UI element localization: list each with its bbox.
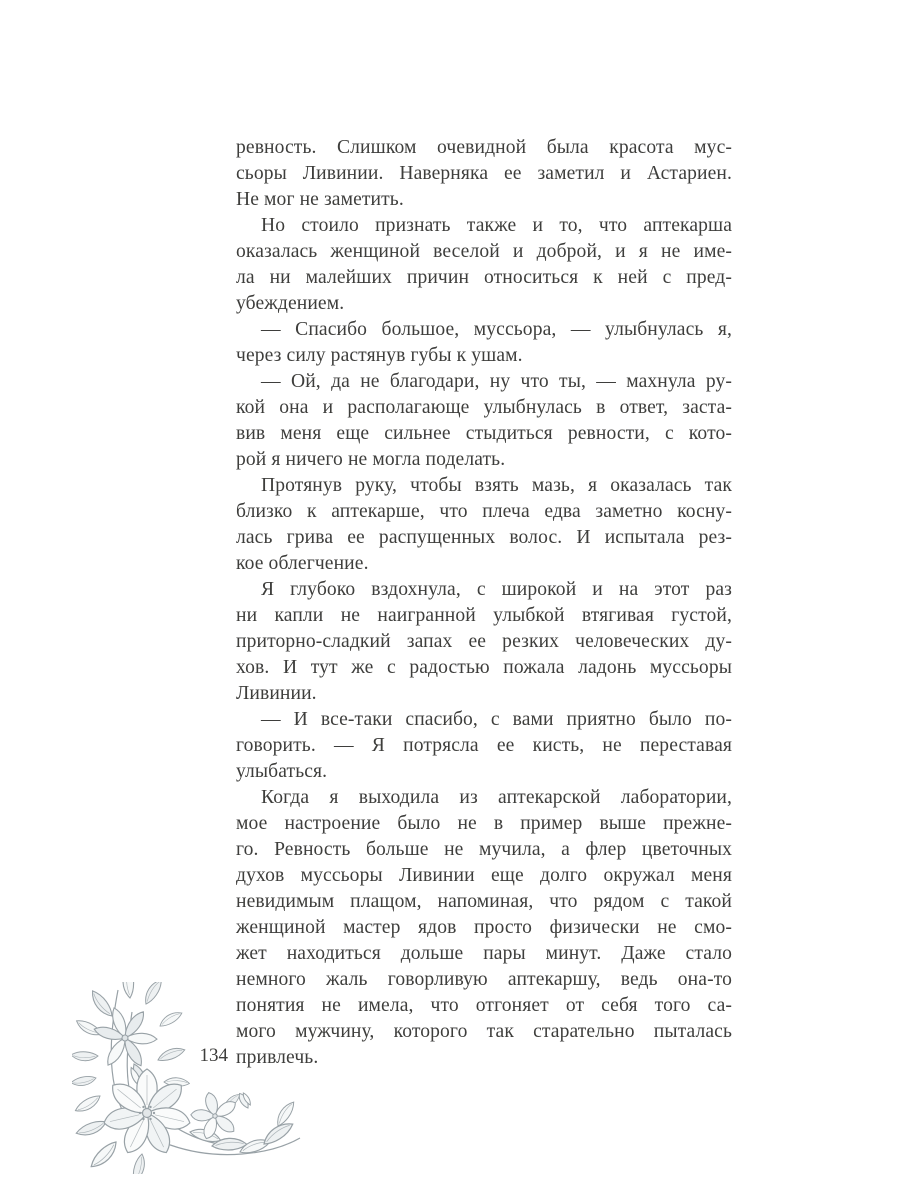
body-text: [236, 135, 732, 1071]
text-line: женщиной мастер ядов просто физически не смо-: [236, 917, 732, 938]
text-line: говорить. — Я потрясла ее кисть, не переставая: [236, 735, 732, 756]
flower-bud-right: [237, 1091, 253, 1110]
text-line: мого мужчину, которого так старательно пыталась: [236, 1021, 732, 1042]
text-line: Я глубоко вздохнула, с широкой и на этот раз: [261, 579, 732, 600]
text-line: ревность. Слишком очевидной была красота мус-: [236, 137, 732, 158]
text-line: немного жаль говорливую аптекаршу, ведь она-то: [236, 969, 732, 990]
text-line: жет находиться дольше пары минут. Даже стало: [236, 943, 732, 964]
page-number: 134: [199, 1045, 228, 1066]
text-line: — И все-таки спасибо, с вами приятно было по-: [261, 709, 732, 730]
text-line: кой она и располагающе улыбнулась в ответ, заста-: [236, 397, 732, 418]
text-line: оказалась женщиной веселой и доброй, и я не име-: [236, 241, 732, 262]
text-line: Ливинии.: [236, 683, 317, 704]
text-line: Не мог не заметить.: [236, 189, 404, 210]
text-line: Протянув руку, чтобы взять мазь, я оказалась так: [261, 475, 732, 496]
floral-corner-ornament: [72, 982, 306, 1174]
text-line: кое облегчение.: [236, 553, 369, 574]
text-line: близко к аптекарше, что плеча едва заметно косну-: [236, 501, 732, 522]
text-line: невидимым плащом, напоминая, что рядом с такой: [236, 891, 732, 912]
text-line: вив меня еще сильнее стыдиться ревности, с кото-: [236, 423, 732, 444]
text-line: убеждением.: [236, 293, 345, 314]
text-line: приторно-сладкий запах ее резких человеческих ду-: [236, 631, 732, 652]
text-line: улыбаться.: [236, 761, 328, 782]
text-line: лась грива ее распущенных волос. И испытала рез-: [236, 527, 732, 548]
text-line: привлечь.: [236, 1047, 319, 1068]
text-line: Но стоило признать также и то, что аптекарша: [261, 215, 732, 236]
text-line: духов муссьоры Ливинии еще долго окружал меня: [236, 865, 732, 886]
text-line: ни капли не наигранной улыбкой втягивая густой,: [236, 605, 732, 626]
text-line: через силу растянув губы к ушам.: [236, 345, 523, 366]
text-line: хов. И тут же с радостью пожала ладонь муссьоры: [236, 657, 732, 678]
text-line: ла ни малейших причин относиться к ней с пред-: [236, 267, 732, 288]
ornament-leaves: [72, 982, 299, 1174]
text-line: рой я ничего не могла поделать.: [236, 449, 506, 470]
text-line: го. Ревность больше не мучила, а флер цветочных: [236, 839, 732, 860]
text-line: понятия не имела, что отгоняет от себя того са-: [236, 995, 732, 1016]
text-line: Когда я выходила из аптекарской лаборатории,: [261, 787, 732, 808]
text-line: — Ой, да не благодари, ну что ты, — махнула ру-: [261, 371, 732, 392]
text-line: сьоры Ливинии. Наверняка ее заметил и Астариен.: [236, 163, 732, 184]
text-line: мое настроение было не в пример выше прежне-: [236, 813, 732, 834]
lily-flower: [93, 1006, 157, 1068]
text-line: — Спасибо большое, муссьора, — улыбнулась я,: [261, 319, 732, 340]
